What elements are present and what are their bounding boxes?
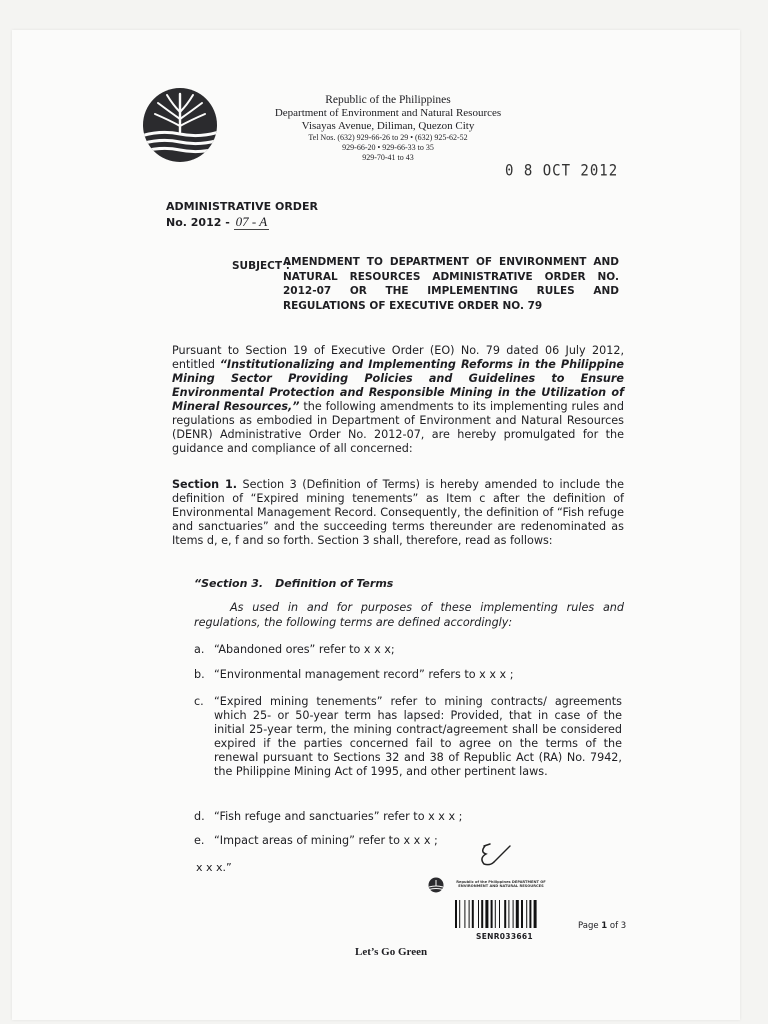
- subject-text: AMENDMENT TO DEPARTMENT OF ENVIRONMENT AND NATURAL RESOURCES ADMINISTRATIVE ORDER NO. 2012-07 OR THE IMPLEMENTING RULES AND REGULATIONS OF EXECUTIVE ORDER NO. 79: [283, 256, 619, 312]
- section-3-heading: [194, 577, 393, 590]
- section-1-label: Section 1.: [172, 478, 238, 491]
- section-3-title: Definition of Terms: [275, 577, 394, 590]
- letterhead-tel-3: 929-70-41 to 43: [362, 153, 414, 162]
- page-number: [578, 921, 626, 931]
- item-letter: a.: [194, 643, 205, 656]
- footer-slogan: Let’s Go Green: [355, 946, 428, 958]
- letterhead: [248, 94, 528, 163]
- item-letter: c.: [194, 695, 204, 708]
- letterhead-tel-1: Tel Nos. (632) 929-66-26 to 29 • (632) 925-62-52: [308, 133, 468, 142]
- letterhead-address: Visayas Avenue, Diliman, Quezon City: [301, 120, 475, 132]
- subject-label: SUBJECT :: [232, 260, 290, 272]
- letterhead-republic: Republic of the Philippines: [325, 94, 451, 106]
- preamble-end: the following amendments to its implementing rules and regulations as embodied in Department of Environment and Natural Resources (DENR) Administrative Order No. 2012-07, are hereby promulgated for the guidance and compliance of all concerned:: [172, 400, 624, 455]
- order-number-prefix: No. 2012 -: [166, 216, 230, 229]
- eo-title: “Institutionalizing and Implementing Reforms in the Philippine Mining Sector Providing Policies and Guidelines to Ensure Environmental Protection and Responsible Mining in the Utilization of Mineral Resources,”: [172, 358, 624, 413]
- administrative-order-heading: [166, 199, 318, 230]
- item-letter: e.: [194, 834, 205, 847]
- stamp-logo-icon: [428, 877, 444, 893]
- item-letter: d.: [194, 810, 205, 823]
- as-used-paragraph: As used in and for purposes of these implementing rules and regulations, the following terms are defined accordingly:: [194, 601, 624, 629]
- page-label-suffix: of 3: [609, 921, 627, 931]
- letterhead-department: Department of Environment and Natural Resources: [274, 107, 502, 119]
- section-1-paragraph: [172, 478, 624, 548]
- barcode-icon: [453, 900, 549, 928]
- barcode-label: SENR033661: [476, 932, 533, 941]
- stamp-text: Republic of the Philippines DEPARTMENT OF ENVIRONMENT AND NATURAL RESOURCES: [456, 880, 546, 889]
- date-stamp: 0 8 OCT 2012: [505, 161, 619, 181]
- item-text: “Expired mining tenements” refer to mining contracts/ agreements which 25- or 50-year term has lapsed: Provided, that in case of the initial 25-year term, the mining contract/agreement shall be considered expired if the parties concerned fail to agree on the terms of the renewal pursuant to Sections 32 and 38 of Republic Act (RA) No. 7942, the Philippine Mining Act of 1995, and other pertinent laws.: [214, 695, 622, 778]
- letterhead-tel-2: 929-66-20 • 929-66-33 to 35: [342, 143, 434, 152]
- order-number: [166, 214, 318, 230]
- item-letter: b.: [194, 668, 205, 681]
- closing-text: x x x.”: [196, 861, 232, 874]
- handwritten-initials-icon: [476, 840, 516, 870]
- page-current: 1: [601, 921, 608, 931]
- page-label-prefix: Page: [578, 921, 599, 931]
- preamble-paragraph: [172, 344, 624, 456]
- denr-logo-icon: [141, 86, 219, 164]
- item-text: “Environmental management record” refers to x x x ;: [214, 668, 514, 681]
- preamble-start: Pursuant to Section 19 of Executive Order (EO) No. 79 dated 06 July 2012, entitled: [172, 344, 624, 371]
- section-3-label: “Section 3.: [194, 577, 264, 590]
- item-text: “Abandoned ores” refer to x x x;: [214, 643, 395, 656]
- order-title: ADMINISTRATIVE ORDER: [166, 200, 318, 213]
- item-text: “Fish refuge and sanctuaries” refer to x x x ;: [214, 810, 463, 823]
- section-1-text: Section 3 (Definition of Terms) is hereby amended to include the definition of “Expired mining tenements” as Item c after the definition of Environmental Management Record. Consequently, the definition of “Fish refuge and sanctuaries” and the succeeding terms thereunder are redenominated as Items d, e, f and so forth. Section 3 shall, therefore, read as follows:: [172, 478, 624, 547]
- item-text: “Impact areas of mining” refer to x x x ;: [214, 834, 438, 847]
- order-number-handwritten: 07 - A: [235, 214, 268, 229]
